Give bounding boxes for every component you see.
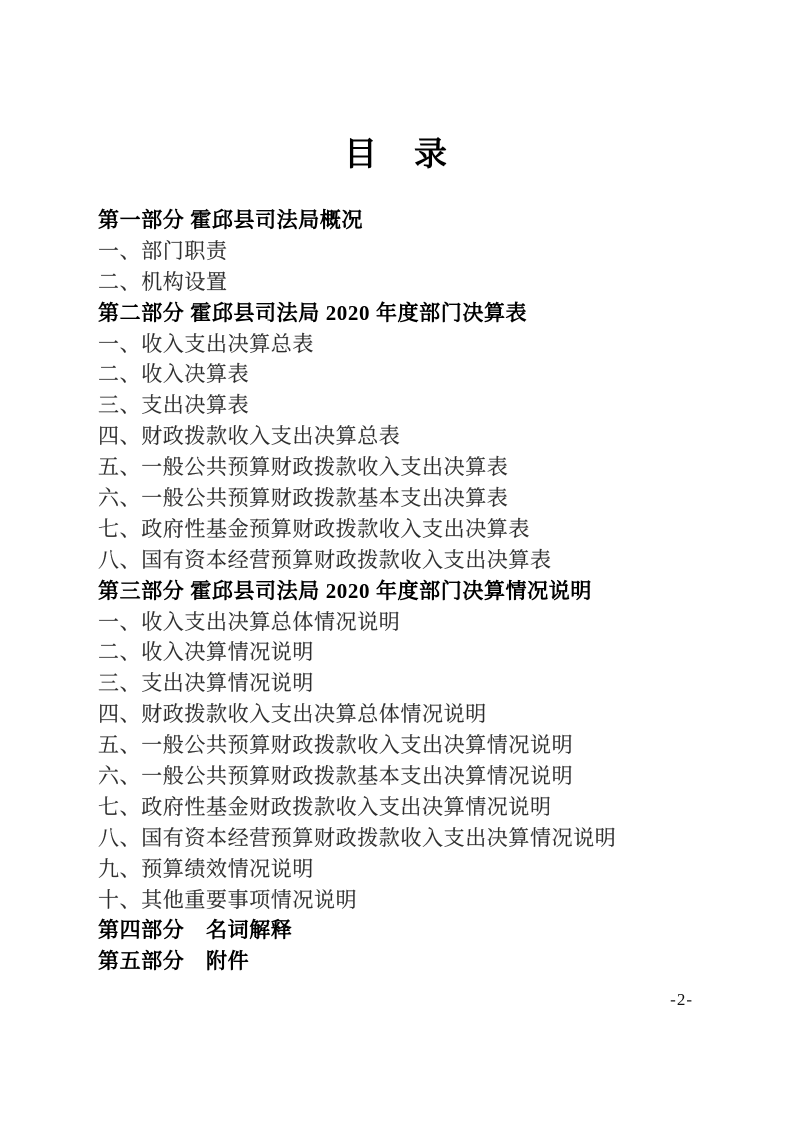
toc-line: 六、一般公共预算财政拨款基本支出决算情况说明 [98,764,574,789]
toc-line: 第四部分 名词解释 [98,918,293,943]
toc-line: 四、财政拨款收入支出决算总表 [98,424,401,449]
page-number: -2- [670,990,693,1009]
toc-line: 十、其他重要事项情况说明 [98,887,358,912]
toc-line: 七、政府性基金财政拨款收入支出决算情况说明 [98,794,552,819]
toc-line: 八、国有资本经营预算财政拨款收入支出决算表 [98,547,552,572]
toc-line: 七、政府性基金预算财政拨款收入支出决算表 [98,516,530,541]
page-title: 目 录 [344,137,449,173]
toc-line: 第五部分 附件 [98,949,250,974]
toc-line: 九、预算绩效情况说明 [98,856,314,881]
toc-line: 二、收入决算表 [98,362,250,387]
toc-line: 第一部分 霍邱县司法局概况 [98,208,364,232]
toc-line: 第二部分 霍邱县司法局 2020 年度部门决算表 [98,300,528,325]
toc-line: 三、支出决算表 [98,393,250,418]
table-of-contents [0,205,793,977]
toc-line: 第三部分 霍邱县司法局 2020 年度部门决算情况说明 [98,578,592,603]
toc-line: 八、国有资本经营预算财政拨款收入支出决算情况说明 [98,825,617,850]
toc-line: 三、支出决算情况说明 [98,671,314,696]
toc-line: 六、一般公共预算财政拨款基本支出决算表 [98,486,509,511]
toc-line: 五、一般公共预算财政拨款收入支出决算情况说明 [98,733,574,758]
toc-line: 二、收入决算情况说明 [98,640,314,665]
toc-line: 一、收入支出决算总体情况说明 [98,609,401,634]
toc-line: 二、机构设置 [98,269,228,294]
toc-line: 一、部门职责 [98,238,228,263]
toc-line: 一、收入支出决算总表 [98,331,314,356]
toc-line: 四、财政拨款收入支出决算总体情况说明 [98,702,487,727]
toc-line: 五、一般公共预算财政拨款收入支出决算表 [98,455,509,480]
